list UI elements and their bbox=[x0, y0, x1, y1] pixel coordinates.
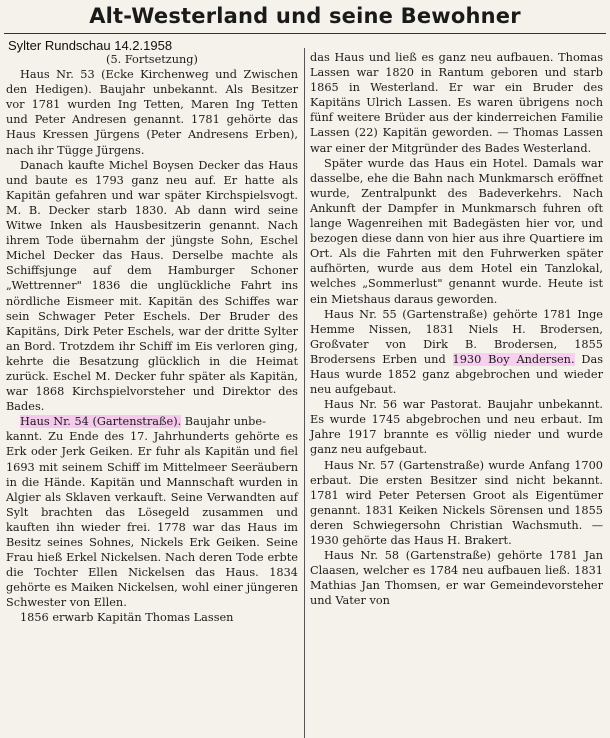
haus-55-text: Haus Nr. 55 (Gartenstraße) gehörte 1781 Inge Hemme Nissen, 1831 Niels H. Brodersen, Großvater von Dirk B. Brodersen, 1855 Brodersens Erben und bbox=[310, 307, 603, 366]
haus-54-highlight: Haus Nr. 54 (Gartenstraße). bbox=[20, 415, 182, 429]
haus-55-highlight: 1930 Boy Andersen. bbox=[452, 352, 575, 366]
right-column bbox=[310, 50, 603, 608]
article-title: Alt-Westerland und seine Bewohner bbox=[89, 4, 521, 28]
paragraph-haus-55 bbox=[310, 307, 603, 398]
paragraph-lassen-cont: das Haus und ließ es ganz neu aufbauen. Thomas Lassen war 1820 in Rantum geboren und starb 1865 in Westerland. Er war ein Bruder des Kapitäns Ulrich Lassen. Es waren übrigens noch fünf weitere Brüder aus der kinderreichen Familie Lassen (22) Kapitän geworden. — Thomas Lassen war einer der Mitgründer des Bades Westerland. bbox=[310, 51, 603, 155]
paragraph-haus-58: Haus Nr. 58 (Gartenstraße) gehörte 1781 Jan Claasen, welcher es 1784 neu aufbauen ließ. 1831 Mathias Jan Thomsen, er war Gemeindevorsteher und Vater von bbox=[310, 549, 603, 608]
paragraph-haus-53: Haus Nr. 53 (Ecke Kirchenweg und Zwischen den Hedigen). Baujahr unbekannt. Als Besitzer vor 1781 wurden Ing Tetten, Maren Ing Tetten und Peter Andresen genannt. 1781 gehörte das Haus Kressen Jürgens (Peter Andresens Erben), nach ihr Tügge Jürgens. bbox=[6, 68, 298, 157]
paragraph-haus-54-heading bbox=[6, 414, 298, 429]
continuation-note: (5. Fortsetzung) bbox=[106, 53, 198, 66]
title-rule bbox=[4, 33, 606, 34]
paragraph-hotel: Später wurde das Haus ein Hotel. Damals war dasselbe, ehe die Bahn nach Munkmarsch eröffnet wurde, Zentralpunkt des Badeverkehrs. Nach Ankunft der Dampfer in Munkmarsch fuhren oft lange Wagenreihen mit Badegästen hier vor, und bezogen diese dann von hier aus ihre Quartiere im Ort. Als die Fahrten mit den Fuhrwerken später aufhörten, wurde aus dem Hotel ein Tanzlokal, welches „Sommerlust" genannt wurde. Heute ist ein Mietshaus daraus geworden. bbox=[310, 156, 603, 306]
paragraph-lassen-start: 1856 erwarb Kapitän Thomas Lassen bbox=[20, 611, 234, 625]
left-column bbox=[6, 52, 298, 626]
column-divider bbox=[304, 48, 305, 738]
source-label: Sylter Rundschau 14.2.1958 bbox=[8, 38, 173, 53]
paragraph-haus-54: kannt. Zu Ende des 17. Jahrhunderts gehörte es Erk oder Jerk Geiken. Er fuhr als Kapitän und fiel 1693 mit seinem Schiff im Mittelmeer Seeräubern in die Hände. Kapitän und Mannschaft wurden in Algier als Sklaven verkauft. Seine Verwandten auf Sylt brachten das Lösegeld zusammen und kauften ihn wieder frei. 1778 war das Haus im Besitz seines Sohnes, Nickels Erk Geiken. Seine Frau hieß Erkel Nickelsen. Nach deren Tode erbte die Tochter Ellen Nickelsen das Haus. 1834 gehörte es Maiken Nickelsen, wohl einer jüngeren Schwester von Ellen. bbox=[6, 430, 298, 610]
paragraph-decker: Danach kaufte Michel Boysen Decker das Haus und baute es 1793 ganz neu auf. Er hatte als Kapitän gefahren und war später Kirchspielsvogt. M. B. Decker starb 1830. Ab dann wird seine Witwe Inken als Hausbesitzerin genannt. Nach ihrem Tode übernahm der jüngste Sohn, Eschel Michel Decker das Haus. Derselbe machte als Schiffsjunge auf dem Hamburger Schoner „Wettrenner" 1836 die unglückliche Fahrt ins nördliche Eismeer mit. Kapitän des Schiffes war sein Schwager Peter Eschels. Der Bruder des Kapitäns, Dirk Peter Eschels, war der dritte Sylter an Bord. Trotzdem ihr Schiff im Eis verloren ging, kehrte die Besatzung glücklich in die Heimat zurück. Eschel M. Decker fuhr später als Kapitän, war 1868 Kirchspielvorsteher und Direktor des Bades. bbox=[6, 158, 298, 414]
haus-54-rest: Baujahr unbe- bbox=[181, 415, 266, 429]
paragraph-haus-56: Haus Nr. 56 war Pastorat. Baujahr unbekannt. Es wurde 1745 abgebrochen und neu erbaut. Im Jahre 1917 brannte es völlig nieder und wurde ganz neu aufgebaut. bbox=[310, 398, 603, 457]
paragraph-haus-57: Haus Nr. 57 (Gartenstraße) wurde Anfang 1700 erbaut. Die ersten Besitzer sind nicht bekannt. 1781 wird Peter Petersen Groot als Eigentümer genannt. 1831 Keiken Nickels Sörensen und 1855 deren Schwiegersohn Christian Wachsmuth. — 1930 gehörte das Haus H. Brakert. bbox=[310, 458, 603, 547]
haus-55-end: Das Haus wurde 1852 ganz abgebrochen und wieder neu aufgebaut. bbox=[310, 352, 603, 397]
